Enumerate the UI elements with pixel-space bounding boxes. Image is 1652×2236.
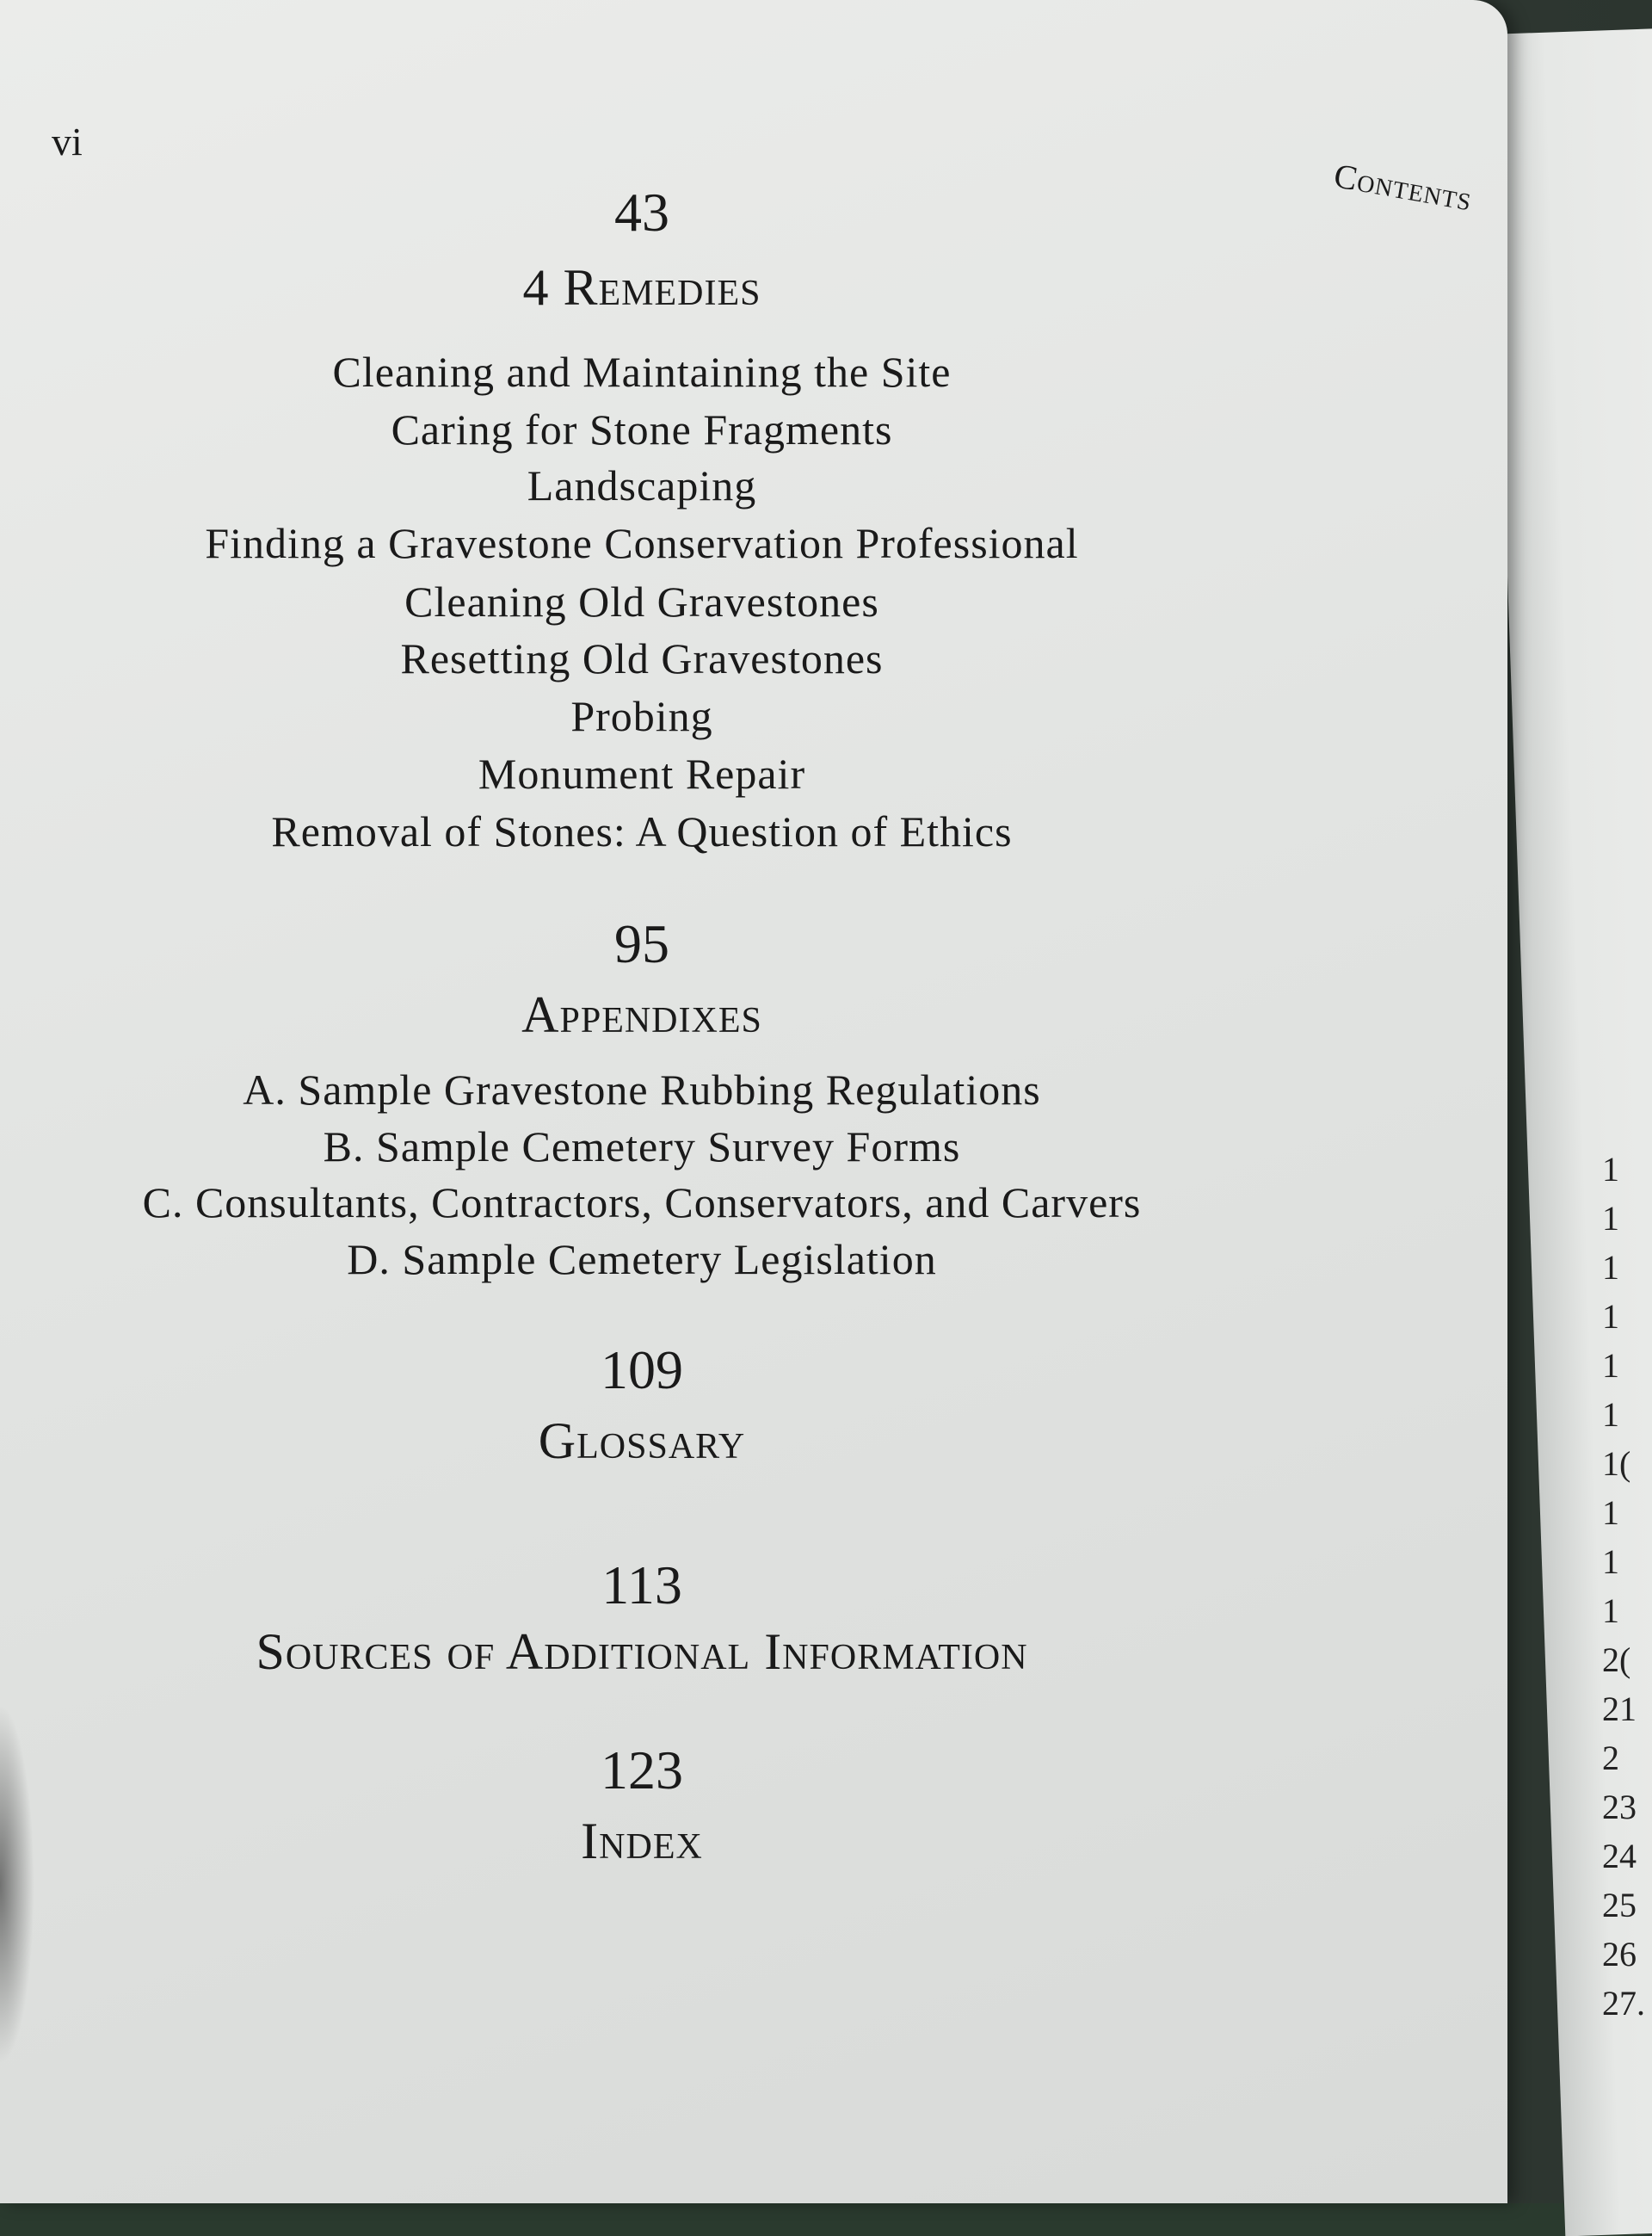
toc-heading: Index [581,1813,703,1869]
toc-item: C. Consultants, Contractors, Conservators, and Carvers [142,1178,1142,1226]
facing-number: 2 [1602,1739,1619,1777]
facing-number: 1 [1602,1591,1619,1630]
toc-page-number: 123 [601,1739,683,1801]
facing-number: 1 [1602,1297,1619,1336]
toc-page-number: 109 [601,1339,683,1400]
toc-item: Cleaning Old Gravestones [404,578,879,626]
toc-heading: Glossary [538,1412,746,1469]
toc-item: Resetting Old Gravestones [400,634,884,683]
facing-number: 1 [1602,1346,1619,1385]
toc-item: A. Sample Gravestone Rubbing Regulations [243,1065,1041,1114]
toc-item: Finding a Gravestone Conservation Professional [205,519,1079,567]
folio: vi [52,120,83,164]
toc-item: Landscaping [527,461,757,510]
running-head: Contents [1331,155,1476,219]
toc-item: Cleaning and Maintaining the Site [332,348,952,396]
toc-heading: Appendixes [521,986,762,1043]
facing-number: 25 [1602,1886,1637,1924]
facing-page-numbers [1602,1145,1652,2028]
toc-page-number: 113 [601,1554,682,1615]
toc-heading: 4 Remedies [522,259,761,316]
toc-heading: Sources of Additional Information [256,1623,1028,1680]
facing-number: 1( [1602,1444,1631,1483]
facing-number: 24 [1602,1837,1637,1875]
toc-item: Monument Repair [478,750,806,798]
facing-number: 1 [1602,1493,1619,1532]
facing-number: 21 [1602,1689,1637,1728]
facing-number: 23 [1602,1788,1637,1826]
facing-number: 1 [1602,1248,1619,1287]
facing-number: 1 [1602,1150,1619,1189]
toc-item: B. Sample Cemetery Survey Forms [323,1122,961,1171]
facing-number: 1 [1602,1542,1619,1581]
toc-item: Removal of Stones: A Question of Ethics [271,807,1013,855]
toc-item: D. Sample Cemetery Legislation [347,1235,937,1283]
toc-page-number: 95 [614,913,669,974]
toc-item: Caring for Stone Fragments [391,405,893,454]
facing-number: 26 [1602,1935,1637,1973]
facing-number: 1 [1602,1395,1619,1434]
toc-page-number: 43 [614,182,669,243]
facing-number: 1 [1602,1199,1619,1238]
facing-number: 27. [1602,1984,1645,2023]
toc-item: Probing [570,692,713,740]
facing-number: 2( [1602,1640,1631,1679]
